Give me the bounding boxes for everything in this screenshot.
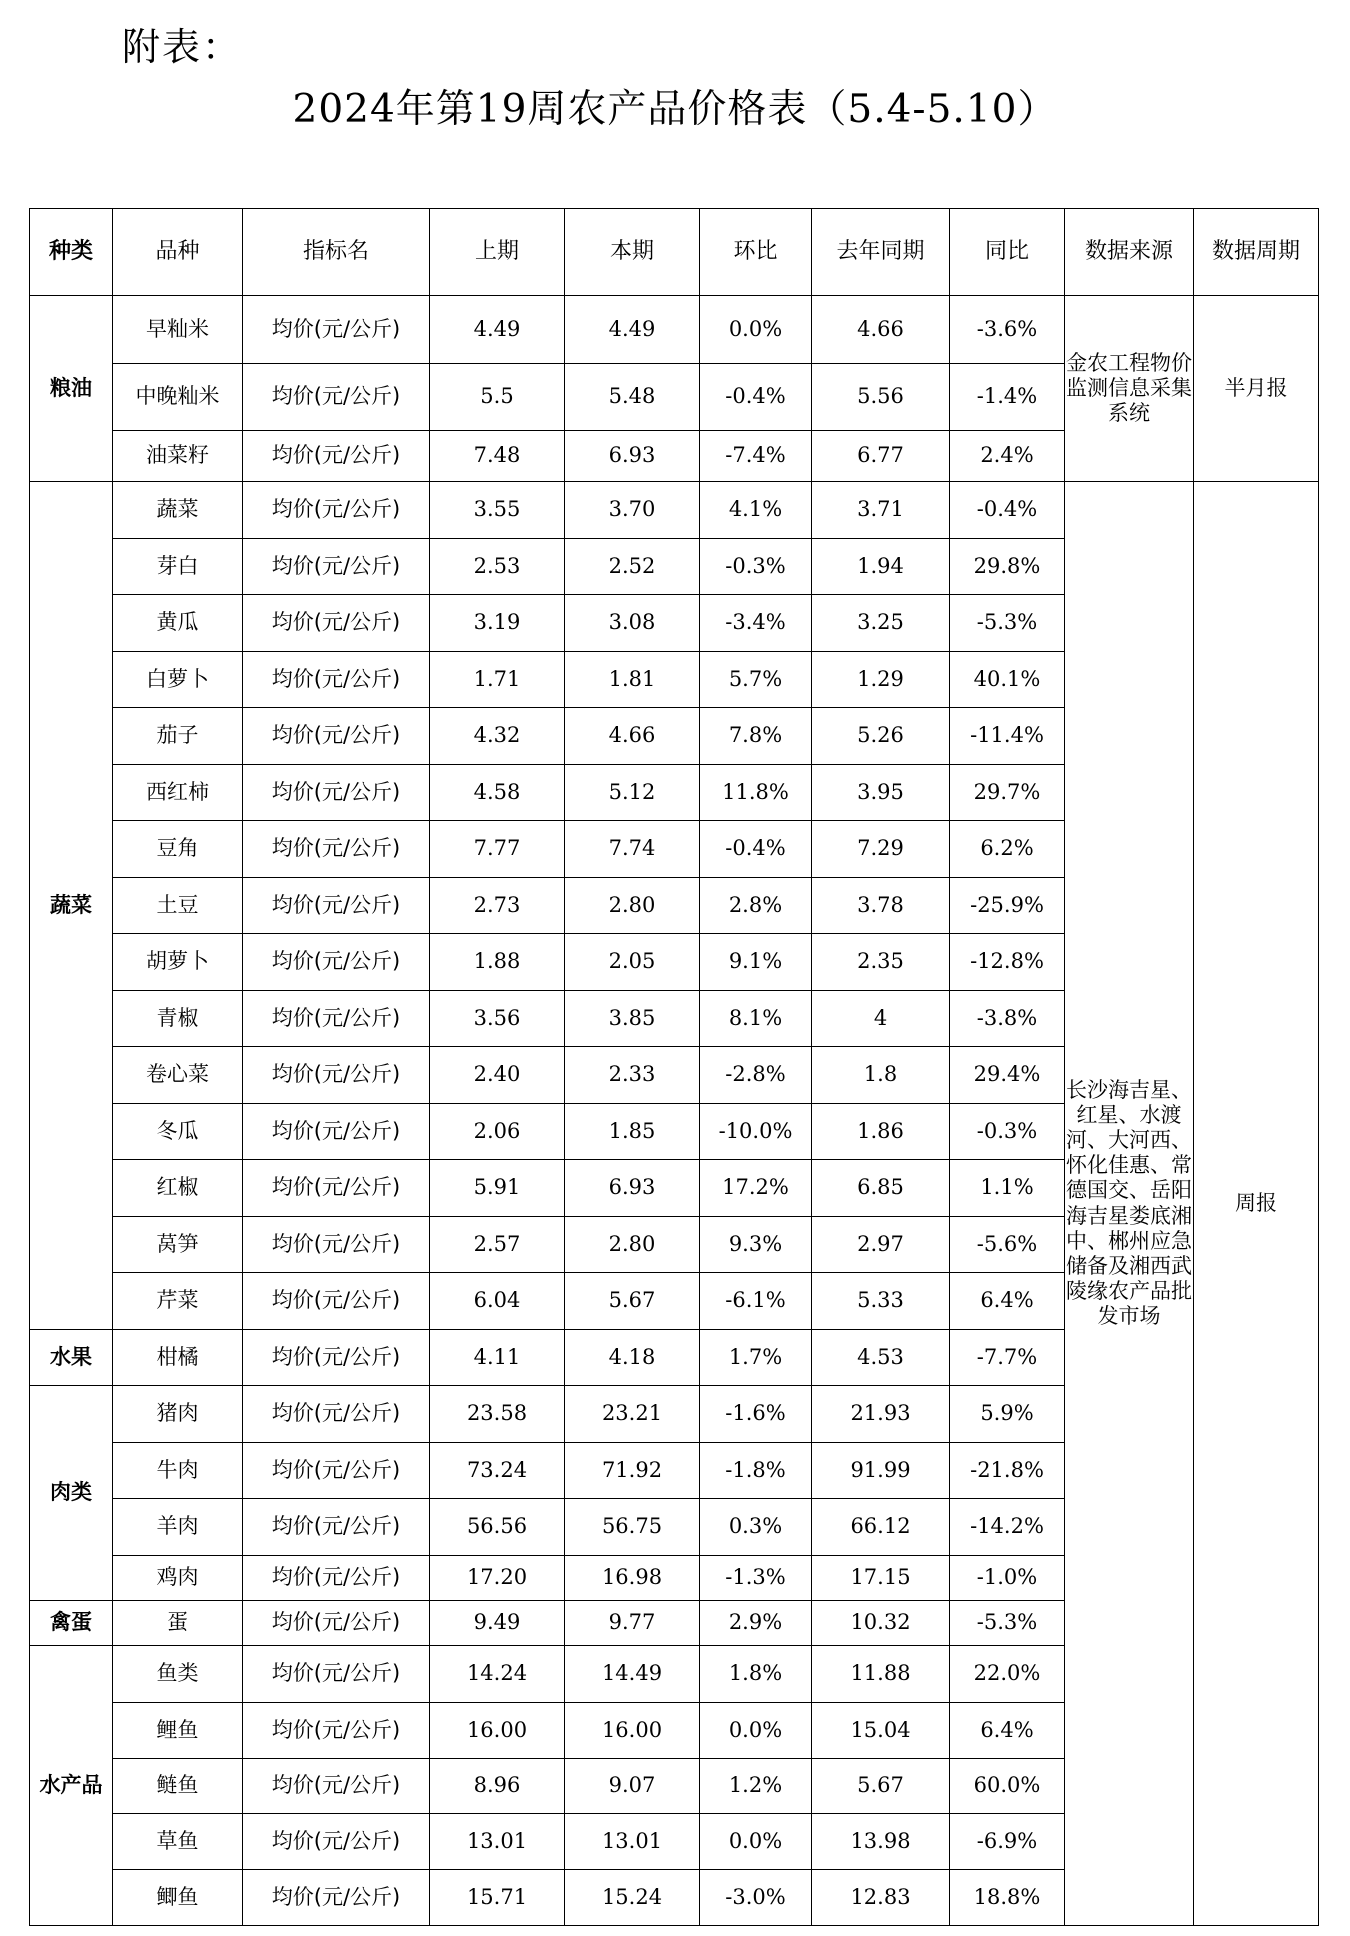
page-title: 2024年第19周农产品价格表（5.4-5.10） (292, 87, 1058, 132)
metric-cell: 均价(元/公斤) (243, 934, 430, 991)
prev-value-cell: 4.32 (430, 708, 565, 765)
mom-change-cell: -1.8% (700, 1443, 812, 1499)
mom-change-cell: -2.8% (700, 1047, 812, 1104)
col-header-source: 数据来源 (1065, 209, 1194, 296)
metric-cell: 均价(元/公斤) (243, 1601, 430, 1646)
item-cell: 青椒 (113, 991, 243, 1047)
prev-value-cell: 4.58 (430, 765, 565, 821)
last-year-value-cell: 2.35 (812, 934, 950, 991)
col-header-metric: 指标名 (243, 209, 430, 296)
metric-cell: 均价(元/公斤) (243, 652, 430, 708)
item-cell: 草鱼 (113, 1814, 243, 1870)
mom-change-cell: 0.3% (700, 1499, 812, 1556)
item-cell: 红椒 (113, 1160, 243, 1217)
last-year-value-cell: 3.95 (812, 765, 950, 821)
metric-cell: 均价(元/公斤) (243, 1556, 430, 1601)
metric-cell: 均价(元/公斤) (243, 431, 430, 482)
prev-value-cell: 23.58 (430, 1386, 565, 1443)
data-source-cell: 长沙海吉星、红星、水渡河、大河西、怀化佳惠、常德国交、岳阳海吉星娄底湘中、郴州应急储备及湘西武陵缘农产品批发市场 (1065, 482, 1194, 1926)
item-cell: 土豆 (113, 878, 243, 934)
curr-value-cell: 71.92 (565, 1443, 700, 1499)
curr-value-cell: 7.74 (565, 821, 700, 878)
item-cell: 豆角 (113, 821, 243, 878)
item-cell: 鲤鱼 (113, 1703, 243, 1759)
prev-value-cell: 7.77 (430, 821, 565, 878)
metric-cell: 均价(元/公斤) (243, 1759, 430, 1814)
table-body (30, 296, 1319, 1926)
yoy-change-cell: -1.0% (950, 1556, 1065, 1601)
yoy-change-cell: 29.4% (950, 1047, 1065, 1104)
last-year-value-cell: 4.53 (812, 1330, 950, 1386)
last-year-value-cell: 3.71 (812, 482, 950, 539)
last-year-value-cell: 11.88 (812, 1646, 950, 1703)
mom-change-cell: 0.0% (700, 1814, 812, 1870)
prev-value-cell: 8.96 (430, 1759, 565, 1814)
prev-value-cell: 5.91 (430, 1160, 565, 1217)
metric-cell: 均价(元/公斤) (243, 595, 430, 652)
mom-change-cell: -3.0% (700, 1870, 812, 1926)
item-cell: 鲢鱼 (113, 1759, 243, 1814)
attachment-label: 附表： (122, 25, 243, 69)
yoy-change-cell: -0.3% (950, 1104, 1065, 1160)
item-cell: 牛肉 (113, 1443, 243, 1499)
data-period-cell: 半月报 (1194, 296, 1319, 482)
yoy-change-cell: -25.9% (950, 878, 1065, 934)
mom-change-cell: 1.2% (700, 1759, 812, 1814)
prev-value-cell: 2.73 (430, 878, 565, 934)
prev-value-cell: 1.88 (430, 934, 565, 991)
category-cell: 肉类 (30, 1386, 113, 1601)
last-year-value-cell: 91.99 (812, 1443, 950, 1499)
last-year-value-cell: 13.98 (812, 1814, 950, 1870)
last-year-value-cell: 21.93 (812, 1386, 950, 1443)
price-table (29, 208, 1319, 1926)
mom-change-cell: -1.3% (700, 1556, 812, 1601)
yoy-change-cell: 6.2% (950, 821, 1065, 878)
prev-value-cell: 1.71 (430, 652, 565, 708)
yoy-change-cell: -5.6% (950, 1217, 1065, 1273)
item-cell: 油菜籽 (113, 431, 243, 482)
mom-change-cell: 0.0% (700, 1703, 812, 1759)
metric-cell: 均价(元/公斤) (243, 1443, 430, 1499)
curr-value-cell: 5.67 (565, 1273, 700, 1330)
item-cell: 鸡肉 (113, 1556, 243, 1601)
mom-change-cell: -0.3% (700, 539, 812, 595)
last-year-value-cell: 66.12 (812, 1499, 950, 1556)
yoy-change-cell: -3.6% (950, 296, 1065, 364)
yoy-change-cell: -7.7% (950, 1330, 1065, 1386)
metric-cell: 均价(元/公斤) (243, 1104, 430, 1160)
metric-cell: 均价(元/公斤) (243, 1646, 430, 1703)
curr-value-cell: 4.66 (565, 708, 700, 765)
mom-change-cell: 11.8% (700, 765, 812, 821)
category-cell: 水果 (30, 1330, 113, 1386)
last-year-value-cell: 5.67 (812, 1759, 950, 1814)
yoy-change-cell: 5.9% (950, 1386, 1065, 1443)
curr-value-cell: 9.07 (565, 1759, 700, 1814)
curr-value-cell: 2.33 (565, 1047, 700, 1104)
mom-change-cell: 0.0% (700, 296, 812, 364)
curr-value-cell: 5.12 (565, 765, 700, 821)
data-period-cell: 周报 (1194, 482, 1319, 1926)
metric-cell: 均价(元/公斤) (243, 765, 430, 821)
metric-cell: 均价(元/公斤) (243, 539, 430, 595)
curr-value-cell: 16.00 (565, 1703, 700, 1759)
curr-value-cell: 1.85 (565, 1104, 700, 1160)
mom-change-cell: 7.8% (700, 708, 812, 765)
metric-cell: 均价(元/公斤) (243, 482, 430, 539)
item-cell: 芽白 (113, 539, 243, 595)
curr-value-cell: 9.77 (565, 1601, 700, 1646)
yoy-change-cell: 1.1% (950, 1160, 1065, 1217)
item-cell: 冬瓜 (113, 1104, 243, 1160)
prev-value-cell: 7.48 (430, 431, 565, 482)
item-cell: 蛋 (113, 1601, 243, 1646)
mom-change-cell: 8.1% (700, 991, 812, 1047)
yoy-change-cell: -5.3% (950, 595, 1065, 652)
metric-cell: 均价(元/公斤) (243, 1217, 430, 1273)
prev-value-cell: 2.40 (430, 1047, 565, 1104)
last-year-value-cell: 5.56 (812, 364, 950, 431)
yoy-change-cell: 18.8% (950, 1870, 1065, 1926)
mom-change-cell: -1.6% (700, 1386, 812, 1443)
last-year-value-cell: 2.97 (812, 1217, 950, 1273)
prev-value-cell: 2.53 (430, 539, 565, 595)
yoy-change-cell: -5.3% (950, 1601, 1065, 1646)
prev-value-cell: 9.49 (430, 1601, 565, 1646)
item-cell: 蔬菜 (113, 482, 243, 539)
table-row (30, 296, 1319, 364)
prev-value-cell: 3.19 (430, 595, 565, 652)
item-cell: 白萝卜 (113, 652, 243, 708)
curr-value-cell: 16.98 (565, 1556, 700, 1601)
col-header-category: 种类 (30, 209, 113, 296)
col-header-item: 品种 (113, 209, 243, 296)
last-year-value-cell: 6.85 (812, 1160, 950, 1217)
curr-value-cell: 23.21 (565, 1386, 700, 1443)
col-header-last-year: 去年同期 (812, 209, 950, 296)
col-header-yoy: 同比 (950, 209, 1065, 296)
category-cell: 蔬菜 (30, 482, 113, 1330)
curr-value-cell: 2.80 (565, 878, 700, 934)
col-header-period: 数据周期 (1194, 209, 1319, 296)
yoy-change-cell: -6.9% (950, 1814, 1065, 1870)
mom-change-cell: 4.1% (700, 482, 812, 539)
item-cell: 芹菜 (113, 1273, 243, 1330)
last-year-value-cell: 5.33 (812, 1273, 950, 1330)
item-cell: 中晚籼米 (113, 364, 243, 431)
prev-value-cell: 3.56 (430, 991, 565, 1047)
last-year-value-cell: 6.77 (812, 431, 950, 482)
item-cell: 早籼米 (113, 296, 243, 364)
mom-change-cell: -7.4% (700, 431, 812, 482)
mom-change-cell: 1.8% (700, 1646, 812, 1703)
last-year-value-cell: 1.94 (812, 539, 950, 595)
last-year-value-cell: 17.15 (812, 1556, 950, 1601)
last-year-value-cell: 1.29 (812, 652, 950, 708)
last-year-value-cell: 7.29 (812, 821, 950, 878)
curr-value-cell: 5.48 (565, 364, 700, 431)
prev-value-cell: 5.5 (430, 364, 565, 431)
metric-cell: 均价(元/公斤) (243, 1814, 430, 1870)
metric-cell: 均价(元/公斤) (243, 878, 430, 934)
metric-cell: 均价(元/公斤) (243, 1047, 430, 1104)
curr-value-cell: 1.81 (565, 652, 700, 708)
curr-value-cell: 15.24 (565, 1870, 700, 1926)
prev-value-cell: 16.00 (430, 1703, 565, 1759)
prev-value-cell: 73.24 (430, 1443, 565, 1499)
category-cell: 水产品 (30, 1646, 113, 1926)
yoy-change-cell: 6.4% (950, 1703, 1065, 1759)
last-year-value-cell: 12.83 (812, 1870, 950, 1926)
yoy-change-cell: 2.4% (950, 431, 1065, 482)
mom-change-cell: 2.9% (700, 1601, 812, 1646)
yoy-change-cell: 40.1% (950, 652, 1065, 708)
metric-cell: 均价(元/公斤) (243, 296, 430, 364)
mom-change-cell: -3.4% (700, 595, 812, 652)
mom-change-cell: -10.0% (700, 1104, 812, 1160)
yoy-change-cell: -1.4% (950, 364, 1065, 431)
prev-value-cell: 17.20 (430, 1556, 565, 1601)
last-year-value-cell: 4 (812, 991, 950, 1047)
mom-change-cell: -0.4% (700, 821, 812, 878)
mom-change-cell: 9.3% (700, 1217, 812, 1273)
last-year-value-cell: 1.8 (812, 1047, 950, 1104)
metric-cell: 均价(元/公斤) (243, 1703, 430, 1759)
yoy-change-cell: -3.8% (950, 991, 1065, 1047)
yoy-change-cell: 29.8% (950, 539, 1065, 595)
metric-cell: 均价(元/公斤) (243, 1386, 430, 1443)
prev-value-cell: 14.24 (430, 1646, 565, 1703)
curr-value-cell: 4.49 (565, 296, 700, 364)
item-cell: 猪肉 (113, 1386, 243, 1443)
yoy-change-cell: 22.0% (950, 1646, 1065, 1703)
yoy-change-cell: -21.8% (950, 1443, 1065, 1499)
last-year-value-cell: 10.32 (812, 1601, 950, 1646)
item-cell: 西红柿 (113, 765, 243, 821)
last-year-value-cell: 1.86 (812, 1104, 950, 1160)
metric-cell: 均价(元/公斤) (243, 821, 430, 878)
yoy-change-cell: 60.0% (950, 1759, 1065, 1814)
yoy-change-cell: 6.4% (950, 1273, 1065, 1330)
curr-value-cell: 6.93 (565, 1160, 700, 1217)
item-cell: 柑橘 (113, 1330, 243, 1386)
yoy-change-cell: -12.8% (950, 934, 1065, 991)
curr-value-cell: 3.85 (565, 991, 700, 1047)
curr-value-cell: 14.49 (565, 1646, 700, 1703)
mom-change-cell: 9.1% (700, 934, 812, 991)
mom-change-cell: 2.8% (700, 878, 812, 934)
mom-change-cell: 17.2% (700, 1160, 812, 1217)
prev-value-cell: 4.49 (430, 296, 565, 364)
yoy-change-cell: 29.7% (950, 765, 1065, 821)
col-header-mom: 环比 (700, 209, 812, 296)
last-year-value-cell: 5.26 (812, 708, 950, 765)
item-cell: 茄子 (113, 708, 243, 765)
prev-value-cell: 13.01 (430, 1814, 565, 1870)
curr-value-cell: 2.52 (565, 539, 700, 595)
metric-cell: 均价(元/公斤) (243, 1330, 430, 1386)
prev-value-cell: 2.06 (430, 1104, 565, 1160)
curr-value-cell: 4.18 (565, 1330, 700, 1386)
prev-value-cell: 6.04 (430, 1273, 565, 1330)
prev-value-cell: 15.71 (430, 1870, 565, 1926)
metric-cell: 均价(元/公斤) (243, 708, 430, 765)
prev-value-cell: 4.11 (430, 1330, 565, 1386)
metric-cell: 均价(元/公斤) (243, 1273, 430, 1330)
curr-value-cell: 3.70 (565, 482, 700, 539)
category-cell: 禽蛋 (30, 1601, 113, 1646)
metric-cell: 均价(元/公斤) (243, 991, 430, 1047)
last-year-value-cell: 3.78 (812, 878, 950, 934)
curr-value-cell: 2.05 (565, 934, 700, 991)
prev-value-cell: 56.56 (430, 1499, 565, 1556)
curr-value-cell: 13.01 (565, 1814, 700, 1870)
prev-value-cell: 2.57 (430, 1217, 565, 1273)
item-cell: 莴笋 (113, 1217, 243, 1273)
mom-change-cell: 1.7% (700, 1330, 812, 1386)
item-cell: 黄瓜 (113, 595, 243, 652)
item-cell: 鱼类 (113, 1646, 243, 1703)
yoy-change-cell: -11.4% (950, 708, 1065, 765)
table-row (30, 482, 1319, 539)
item-cell: 鲫鱼 (113, 1870, 243, 1926)
item-cell: 羊肉 (113, 1499, 243, 1556)
curr-value-cell: 6.93 (565, 431, 700, 482)
mom-change-cell: 5.7% (700, 652, 812, 708)
category-cell: 粮油 (30, 296, 113, 482)
yoy-change-cell: -14.2% (950, 1499, 1065, 1556)
curr-value-cell: 3.08 (565, 595, 700, 652)
last-year-value-cell: 4.66 (812, 296, 950, 364)
mom-change-cell: -0.4% (700, 364, 812, 431)
metric-cell: 均价(元/公斤) (243, 364, 430, 431)
metric-cell: 均价(元/公斤) (243, 1160, 430, 1217)
metric-cell: 均价(元/公斤) (243, 1870, 430, 1926)
curr-value-cell: 2.80 (565, 1217, 700, 1273)
item-cell: 胡萝卜 (113, 934, 243, 991)
item-cell: 卷心菜 (113, 1047, 243, 1104)
col-header-prev: 上期 (430, 209, 565, 296)
mom-change-cell: -6.1% (700, 1273, 812, 1330)
curr-value-cell: 56.75 (565, 1499, 700, 1556)
prev-value-cell: 3.55 (430, 482, 565, 539)
yoy-change-cell: -0.4% (950, 482, 1065, 539)
col-header-curr: 本期 (565, 209, 700, 296)
last-year-value-cell: 15.04 (812, 1703, 950, 1759)
data-source-cell: 金农工程物价监测信息采集系统 (1065, 296, 1194, 482)
header-row (30, 209, 1319, 296)
last-year-value-cell: 3.25 (812, 595, 950, 652)
metric-cell: 均价(元/公斤) (243, 1499, 430, 1556)
